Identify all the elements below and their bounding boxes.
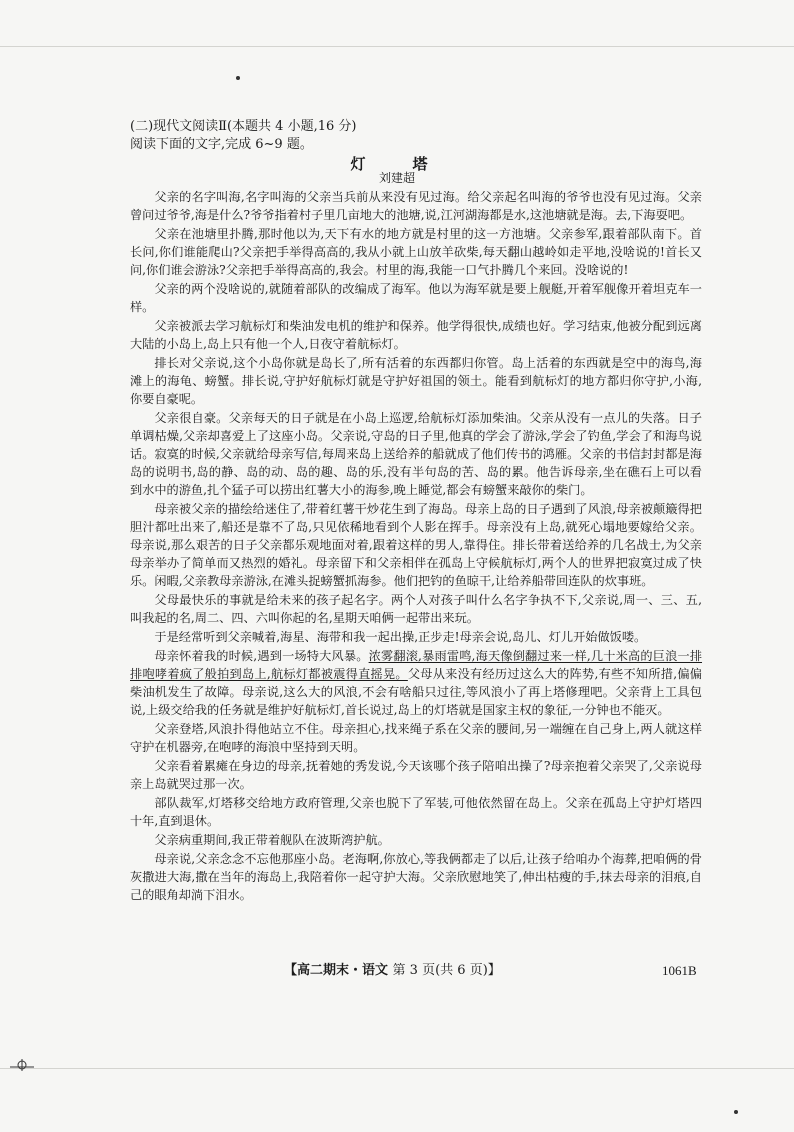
underlined-sentence: 浓雾翻滚,暴雨雷鸣,海天像倒翻过来一样,几十米高的巨浪一排排咆哮着疯了般拍到岛上,航标灯都被震得直摇晃。 [130,649,703,681]
article-author: 刘建超 [378,171,415,185]
crosshair-mark-icon [10,1058,34,1072]
article-paragraph: 于是经常听到父亲喊着,海星、海带和我一起出操,正步走!母亲会说,岛儿、灯儿开始做饭喽。 [154,630,647,644]
article-paragraph: 父亲很自豪。父亲每天的日子就是在小岛上巡逻,给航标灯添加柴油。父亲从没有一点儿的失落。日子单调枯燥,父亲却喜爱上了这座小岛。父亲说,守岛的日子里,他真的学会了游泳,学会了钓鱼,学会了和海鸟说话。寂寞的时候,父亲就给母亲写信,每周来岛上送给养的船就成了他们传书的鸿雁。父亲的书信封封都是海岛的说明书,岛的静、岛的动、岛的趣、岛的乐,没有半句岛的苦、岛的累。他告诉母亲,坐在礁石上可以看到水中的游鱼,扎个猛子可以捞出红薯大小的海参,晚上睡觉,都会有螃蟹来敲你的柴门。 [130,411,702,497]
scan-edge-bottom [0,1068,794,1069]
article-paragraph: 排长对父亲说,这个小岛你就是岛长了,所有活着的东西都归你管。岛上活着的东西就是空中的海鸟,海滩上的海龟、螃蟹。排长说,守护好航标灯就是守护好祖国的领土。能看到航标灯的地方都归你守护,小海,你要自豪呢。 [130,356,702,406]
section-heading: (二)现代文阅读Ⅱ(本题共 4 小题,16 分) [130,119,357,134]
article-paragraph: 父母最快乐的事就是给未来的孩子起名字。两个人对孩子叫什么名字争执不下,父亲说,周一、三、五,叫我起的名,周二、四、六叫你起的名,星期天咱俩一起带出来玩。 [130,593,702,625]
footer-course: 【高二期末・语文 [284,963,389,978]
article-paragraph: 父亲被派去学习航标灯和柴油发电机的维护和保养。他学得很快,成绩也好。学习结束,他被分配到远离大陆的小岛上,岛上只有他一个人,日夜守着航标灯。 [130,319,702,351]
ink-dot [236,76,240,80]
article-paragraph: 父亲的两个没啥说的,就随着部队的改编成了海军。他以为海军就是要上舰艇,开着军舰像开着坦克车一样。 [130,282,702,314]
article-title: 灯 塔 [350,155,444,173]
footer-code: 1061B [662,963,697,978]
scan-edge-top [0,46,794,47]
ink-dot [734,1110,738,1114]
article-paragraph: 父亲在池塘里扑腾,那时他以为,天下有水的地方就是村里的这一方池塘。父亲参军,跟着部队南下。首长问,你们谁能爬山?父亲把手举得高高的,我从小就上山放羊砍柴,每天翻山越岭如走平地,没啥说的!首长又问,你们谁会游泳?父亲把手举得高高的,我会。村里的海,我能一口气扑腾几个来回。没啥说的! [130,227,702,277]
reading-instruction: 阅读下面的文字,完成 6~9 题。 [130,137,313,152]
footer-page: 第 3 页(共 6 页)】 [392,963,501,978]
article-paragraph: 父亲病重期间,我正带着舰队在波斯湾护航。 [154,833,390,847]
article-paragraph: 父亲登塔,风浪扑得他站立不住。母亲担心,找来绳子系在父亲的腰间,另一端缠在自己身上,两人就这样守护在机器旁,在咆哮的海浪中坚持到天明。 [130,722,702,754]
article-paragraph: 父亲看着累瘫在身边的母亲,抚着她的秀发说,今天该哪个孩子陪咱出操了?母亲抱着父亲哭了,父亲说母亲上岛就哭过那一次。 [130,759,702,791]
article-paragraph: 部队裁军,灯塔移交给地方政府管理,父亲也脱下了军装,可他依然留在岛上。父亲在孤岛上守护灯塔四十年,直到退休。 [130,796,702,828]
article-paragraph: 父亲的名字叫海,名字叫海的父亲当兵前从来没有见过海。给父亲起名叫海的爷爷也没有见过海。父亲曾问过爷爷,海是什么?爷爷指着村子里几亩地大的池塘,说,江河湖海都是水,这池塘就是海。去,下海耍吧。 [130,190,702,222]
article-paragraph: 母亲怀着我的时候,遇到一场特大风暴。浓雾翻滚,暴雨雷鸣,海天像倒翻过来一样,几十米高的巨浪一排排咆哮着疯了般拍到岛上,航标灯都被震得直摇晃。父母从来没有经历过这么大的阵势,有些不知所措,偏偏柴油机发生了故障。母亲说,这么大的风浪,不会有啥船只过往,等风浪小了再上塔修理吧。父亲背上工具包说,上级交给我的任务就是维护好航标灯,首长说过,岛上的灯塔就是国家主权的象征,一分钟也不能灭。 [130,649,703,717]
article-body [130,188,702,905]
footer-course-page [284,962,501,980]
article-paragraph: 母亲被父亲的描绘给迷住了,带着红薯干炒花生到了海岛。母亲上岛的日子遇到了风浪,母亲被颠簸得把胆汁都吐出来了,船还是靠不了岛,只见依稀地看到个人影在挥手。母亲没有上岛,就死心塌地要嫁给父亲。母亲说,那么艰苦的日子父亲都乐观地面对着,跟着这样的男人,靠得住。排长带着送给养的几名战士,为父亲母亲举办了简单而又热烈的婚礼。母亲留下和父亲相伴在孤岛上守候航标灯,两个人的世界把寂寞过成了快乐。闲暇,父亲教母亲游泳,在滩头捉螃蟹抓海参。他们把钓的鱼晾干,让给养船带回连队的炊事班。 [130,502,702,588]
article-paragraph: 母亲说,父亲念念不忘他那座小岛。老海啊,你放心,等我俩都走了以后,让孩子给咱办个海葬,把咱俩的骨灰撒进大海,撒在当年的海岛上,我陪着你一起守护大海。父亲欣慰地笑了,伸出枯瘦的手,抹去母亲的泪痕,自己的眼角却淌下泪水。 [130,852,702,902]
